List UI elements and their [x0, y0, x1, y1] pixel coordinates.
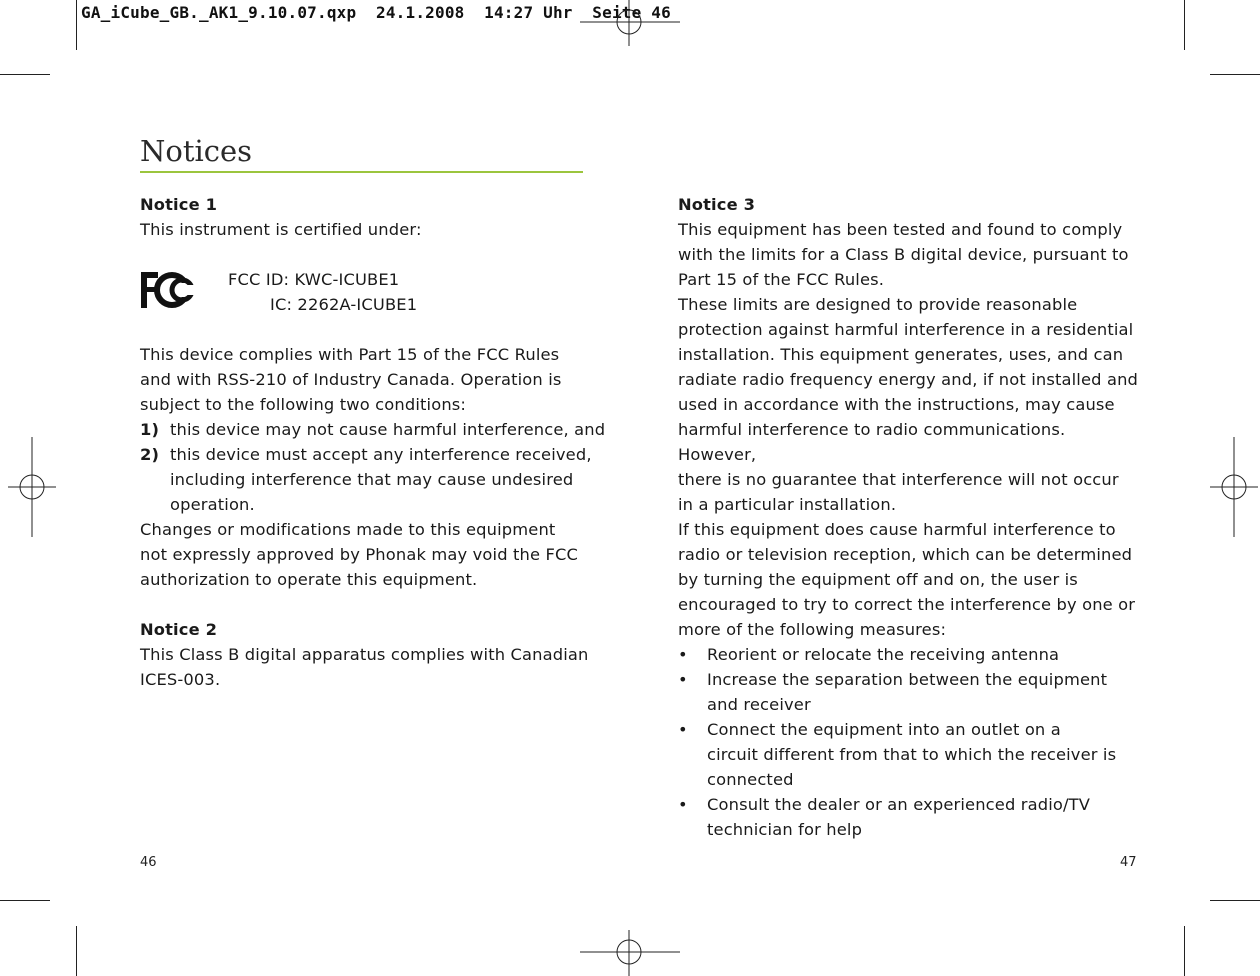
right-column	[678, 192, 1148, 842]
measure-item	[678, 717, 1148, 792]
measure-text: Connect the equipment into an outlet on a	[707, 720, 1061, 739]
compliance-line: This device complies with Part 15 of the FCC Rules	[140, 345, 560, 364]
notice3-line: there is no guarantee that interference will not occur	[678, 470, 1119, 489]
ic-id: IC: 2262A-ICUBE1	[270, 295, 418, 314]
notice3-line: These limits are designed to provide reasonable	[678, 295, 1078, 314]
compliance-line: and with RSS-210 of Industry Canada. Operation is	[140, 370, 562, 389]
notice2-title: Notice 2	[140, 620, 218, 639]
condition-item	[140, 417, 610, 442]
notice3-line: by turning the equipment off and on, the user is	[678, 570, 1078, 589]
condition-text: including interference that may cause undesired	[170, 470, 574, 489]
measure-text: connected	[707, 770, 794, 789]
bullet-icon: •	[678, 720, 688, 739]
notice3-line: more of the following measures:	[678, 620, 947, 639]
changes-line: authorization to operate this equipment.	[140, 570, 478, 589]
fcc-logo-icon	[140, 269, 198, 311]
measure-item	[678, 667, 1148, 717]
notice3-line: installation. This equipment generates, uses, and can	[678, 345, 1124, 364]
measure-text: and receiver	[707, 695, 811, 714]
condition-number: 2)	[140, 445, 160, 464]
changes-line: not expressly approved by Phonak may void the FCC	[140, 545, 579, 564]
compliance-text	[140, 342, 610, 417]
measure-text: Reorient or relocate the receiving antenna	[707, 645, 1060, 664]
page-title: Notices	[140, 134, 253, 168]
registration-mark-left	[8, 437, 56, 537]
changes-text	[140, 517, 610, 592]
notice3-line: If this equipment does cause harmful interference to	[678, 520, 1116, 539]
condition-number: 1)	[140, 420, 160, 439]
registration-mark-right	[1210, 437, 1258, 537]
notice3-text	[678, 217, 1148, 642]
notice3-line: This equipment has been tested and found to comply	[678, 220, 1123, 239]
notice3-line: encouraged to try to correct the interference by one or	[678, 595, 1136, 614]
notice3-line: in a particular installation.	[678, 495, 897, 514]
bullet-icon: •	[678, 645, 688, 664]
page-number-left: 46	[140, 855, 157, 870]
bullet-icon: •	[678, 670, 688, 689]
notice3-line: with the limits for a Class B digital device, pursuant to	[678, 245, 1129, 264]
measure-text: Increase the separation between the equipment	[707, 670, 1108, 689]
notice3-line: radiate radio frequency energy and, if not installed and	[678, 370, 1139, 389]
notice3-line: used in accordance with the instructions, may cause	[678, 395, 1115, 414]
condition-item	[140, 442, 610, 517]
changes-line: Changes or modifications made to this equipment	[140, 520, 556, 539]
notice2-line: This Class B digital apparatus complies with Canadian	[140, 645, 589, 664]
notice1-intro: This instrument is certified under:	[140, 220, 422, 239]
measures-list	[678, 642, 1148, 842]
condition-text: this device may not cause harmful interference, and	[170, 420, 606, 439]
registration-mark-bottom	[580, 930, 680, 976]
condition-text: this device must accept any interference received,	[170, 445, 592, 464]
fcc-certification	[140, 267, 610, 317]
measure-item	[678, 642, 1148, 667]
compliance-line: subject to the following two conditions:	[140, 395, 467, 414]
measure-text: technician for help	[707, 820, 863, 839]
heading-rule	[140, 171, 583, 173]
notice1-title: Notice 1	[140, 195, 218, 214]
fcc-id: FCC ID: KWC-ICUBE1	[228, 270, 400, 289]
conditions-list	[140, 417, 610, 517]
measure-item	[678, 792, 1148, 842]
condition-text: operation.	[170, 495, 255, 514]
notice3-line: harmful interference to radio communications. However,	[678, 420, 1066, 464]
notice3-line: protection against harmful interference in a residential	[678, 320, 1134, 339]
measure-text: Consult the dealer or an experienced radio/TV	[707, 795, 1091, 814]
bullet-icon: •	[678, 795, 688, 814]
notice3-line: radio or television reception, which can be determined	[678, 545, 1133, 564]
left-column	[140, 192, 610, 692]
notice3-title: Notice 3	[678, 195, 756, 214]
notice3-line: Part 15 of the FCC Rules.	[678, 270, 885, 289]
registration-mark-top	[580, 0, 680, 46]
measure-text: circuit different from that to which the receiver is	[707, 745, 1117, 764]
page-number-right: 47	[1120, 855, 1137, 870]
print-slug: GA_iCube_GB._AK1_9.10.07.qxp 24.1.2008 14:27 Uhr Seite 46	[81, 3, 671, 22]
notice2-line: ICES-003.	[140, 670, 221, 689]
notice2-text	[140, 642, 610, 692]
